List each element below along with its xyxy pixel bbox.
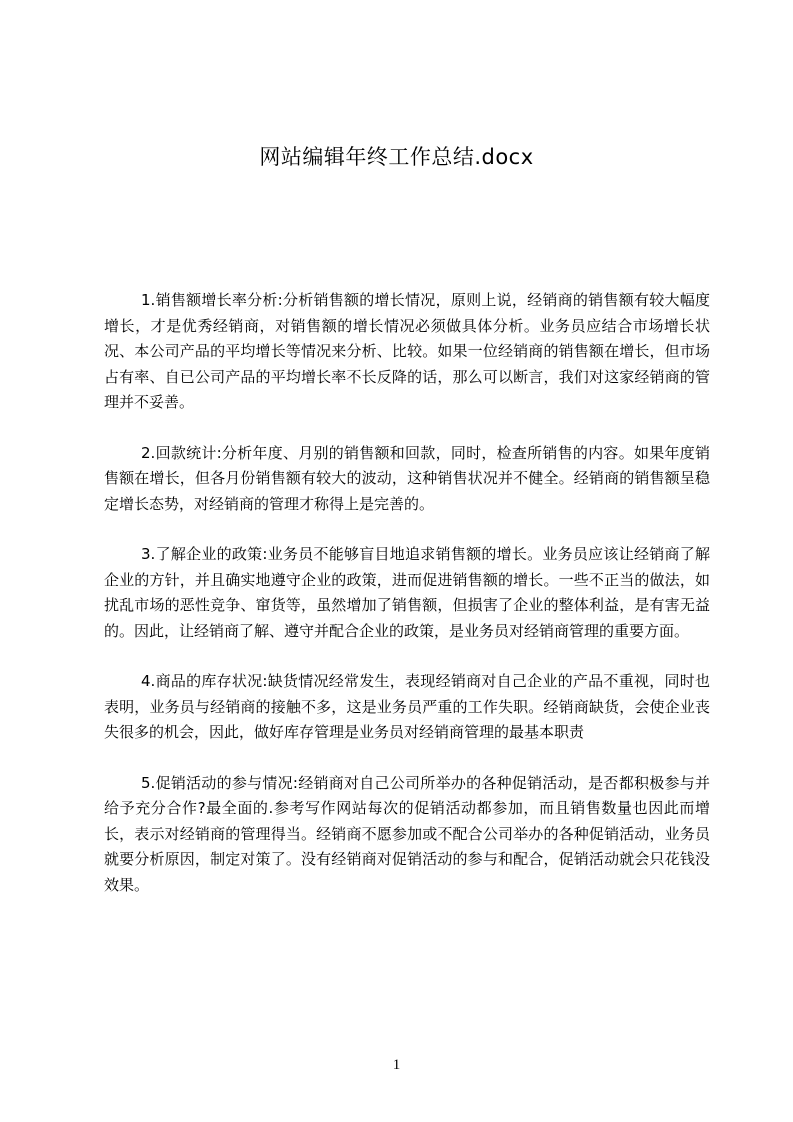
document-body [104, 288, 710, 923]
paragraph-promotion-participation: 5.促销活动的参与情况:经销商对自己公司所举办的各种促销活动，是否都积极参与并给予充分合作?最全面的.参考写作网站每次的促销活动都参加，而且销售数量也因此而增长，表示对经销商的管理得当。经销商不愿参加或不配合公司举办的各种促销活动，业务员就要分析原因，制定对策了。没有经销商对促销活动的参与和配合，促销活动就会只花钱没效果。 [104, 773, 710, 894]
paragraph-payment-statistics: 2.回款统计:分析年度、月别的销售额和回款，同时，检查所销售的内容。如果年度销售额在增长，但各月份销售额有较大的波动，这种销售状况并不健全。经销商的销售额呈稳定增长态势，对经销商的管理才称得上是完善的。 [104, 443, 710, 513]
paragraph-company-policy: 3.了解企业的政策:业务员不能够盲目地追求销售额的增长。业务员应该让经销商了解企业的方针，并且确实地遵守企业的政策，进而促进销售额的增长。一些不正当的做法，如扰乱市场的恶性竞争、窜货等，虽然增加了销售额，但损害了企业的整体利益，是有害无益的。因此，让经销商了解、遵守并配合企业的政策，是业务员对经销商管理的重要方面。 [104, 545, 710, 640]
paragraph-inventory-status: 4.商品的库存状况:缺货情况经常发生，表现经销商对自己企业的产品不重视，同时也表明，业务员与经销商的接触不多，这是业务员严重的工作失职。经销商缺货，会使企业丧失很多的机会，因此，做好库存管理是业务员对经销商管理的最基本职责 [104, 672, 710, 741]
paragraph-sales-growth: 1.销售额增长率分析:分析销售额的增长情况，原则上说，经销商的销售额有较大幅度增长，才是优秀经销商，对销售额的增长情况必须做具体分析。业务员应结合市场增长状况、本公司产品的平均增长等情况来分析、比较。如果一位经销商的销售额在增长，但市场占有率、自已公司产品的平均增长率不长反降的话，那么可以断言，我们对这家经销商的管理并不妥善。 [104, 291, 710, 411]
page-number: 1 [392, 1057, 401, 1073]
document-title: 网站编辑年终工作总结.docx [259, 145, 534, 169]
